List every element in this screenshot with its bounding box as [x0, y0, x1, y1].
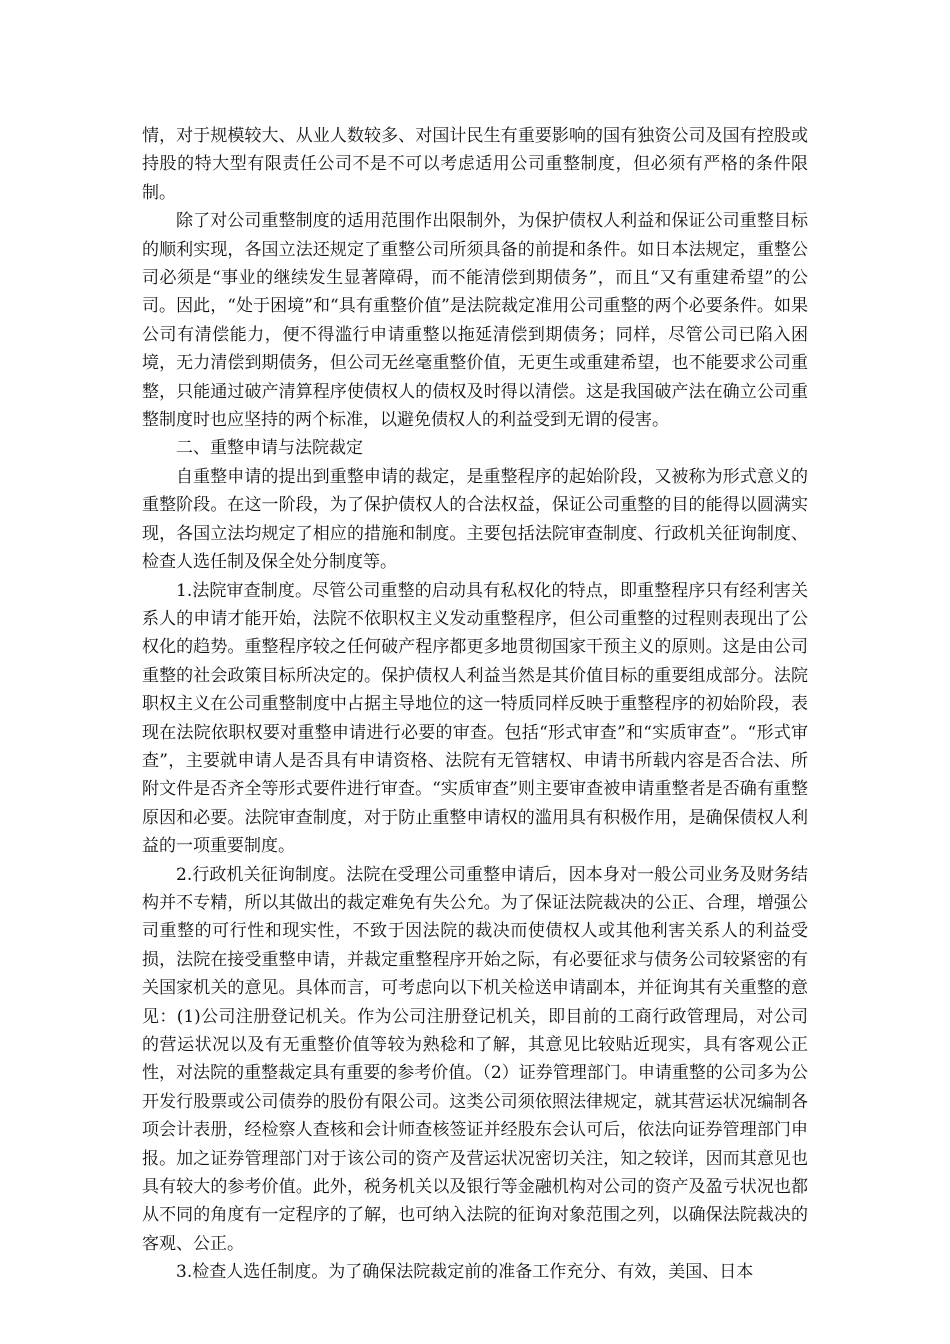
- paragraph-continuation: 情，对于规模较大、从业人数较多、对国计民生有重要影响的国有独资公司及国有控股或持股的特大型有限责任公司不是不可以考虑适用公司重整制度，但必须有严格的条件限制。: [142, 126, 808, 203]
- section-heading: 二、重整申请与法院裁定: [176, 438, 363, 459]
- paragraph-inspector-appointment: 3.检查人选任制度。为了确保法院裁定前的准备工作充分、有效，美国、日本: [176, 1262, 754, 1283]
- paragraph-reorganization-conditions: 除了对公司重整制度的适用范围作出限制外，为保护债权人利益和保证公司重整目标的顺利实现，各国立法还规定了重整公司所须具备的前提和条件。如日本法规定，重整公司必须是“事业的继续发生显著障碍，而不能清偿到期债务”，而且“又有重建希望”的公司。因此，“处于困境”和“具有重整价值”是法院裁定准用公司重整的两个必要条件。如果公司有清偿能力，便不得滥行申请重整以拖延清偿到期债务；同样，尽管公司已陷入困境，无力清偿到期债务，但公司无丝毫重整价值，无更生或重建希望，也不能要求公司重整，只能通过破产清算程序使债权人的债权及时得以清偿。这是我国破产法在确立公司重整制度时也应坚持的两个标准，以避免债权人的利益受到无谓的侵害。: [142, 211, 808, 431]
- paragraph-court-review: 1.法院审查制度。尽管公司重整的启动具有私权化的特点，即重整程序只有经利害关系人的申请才能开始，法院不依职权主义发动重整程序，但公司重整的过程则表现出了公权化的趋势。重整程序较之任何破产程序都更多地贯彻国家干预主义的原则。这是由公司重整的社会政策目标所决定的。保护债权人利益当然是其价值目标的重要组成部分。法院职权主义在公司重整制度中占据主导地位的这一特质同样反映于重整程序的初始阶段，表现在法院依职权要对重整申请进行必要的审查。包括“形式审查”和“实质审查”。“形式审查”，主要就申请人是否具有申请资格、法院有无管辖权、申请书所载内容是否合法、所附文件是否齐全等形式要件进行审查。“实质审查”则主要审查被申请重整者是否确有重整原因和必要。法院审查制度，对于防止重整申请权的滥用具有积极作用，是确保债权人利益的一项重要制度。: [142, 580, 808, 857]
- document-page: [142, 122, 808, 1287]
- paragraph-administrative-consultation: 2.行政机关征询制度。法院在受理公司重整申请后，因本身对一般公司业务及财务结构并不专精，所以其做出的裁定难免有失公允。为了保证法院裁决的公正、合理，增强公司重整的可行性和现实性，不致于因法院的裁决而使债权人或其他利害关系人的利益受损，法院在接受重整申请，并裁定重整程序开始之际，有必要征求与债务公司较紧密的有关国家机关的意见。具体而言，可考虑向以下机关检送申请副本，并征询其有关重整的意见：(1)公司注册登记机关。作为公司注册登记机关，即目前的工商行政管理局，对公司的营运状况以及有无重整价值等较为熟稔和了解，其意见比较贴近现实，具有客观公正性，对法院的重整裁定具有重要的参考价值。（2）证券管理部门。申请重整的公司多为公开发行股票或公司债券的股份有限公司。这类公司须依照法律规定，就其营运状况编制各项会计表册，经检察人查核和会计师查核签证并经股东会认可后，依法向证券管理部门申报。加之证券管理部门对于该公司的资产及营运状况密切关注，知之较详，因而其意见也具有较大的参考价值。此外，税务机关以及银行等金融机构对公司的资产及盈亏状况也都从不同的角度有一定程序的了解，也可纳入法院的征询对象范围之列，以确保法院裁决的客观、公正。: [142, 864, 808, 1254]
- paragraph-application-stage: 自重整申请的提出到重整申请的裁定，是重整程序的起始阶段，又被称为形式意义的重整阶段。在这一阶段，为了保护债权人的合法权益，保证公司重整的目的能得以圆满实现，各国立法均规定了相应的措施和制度。主要包括法院审查制度、行政机关征询制度、检查人选任制及保全处分制度等。: [142, 466, 808, 573]
